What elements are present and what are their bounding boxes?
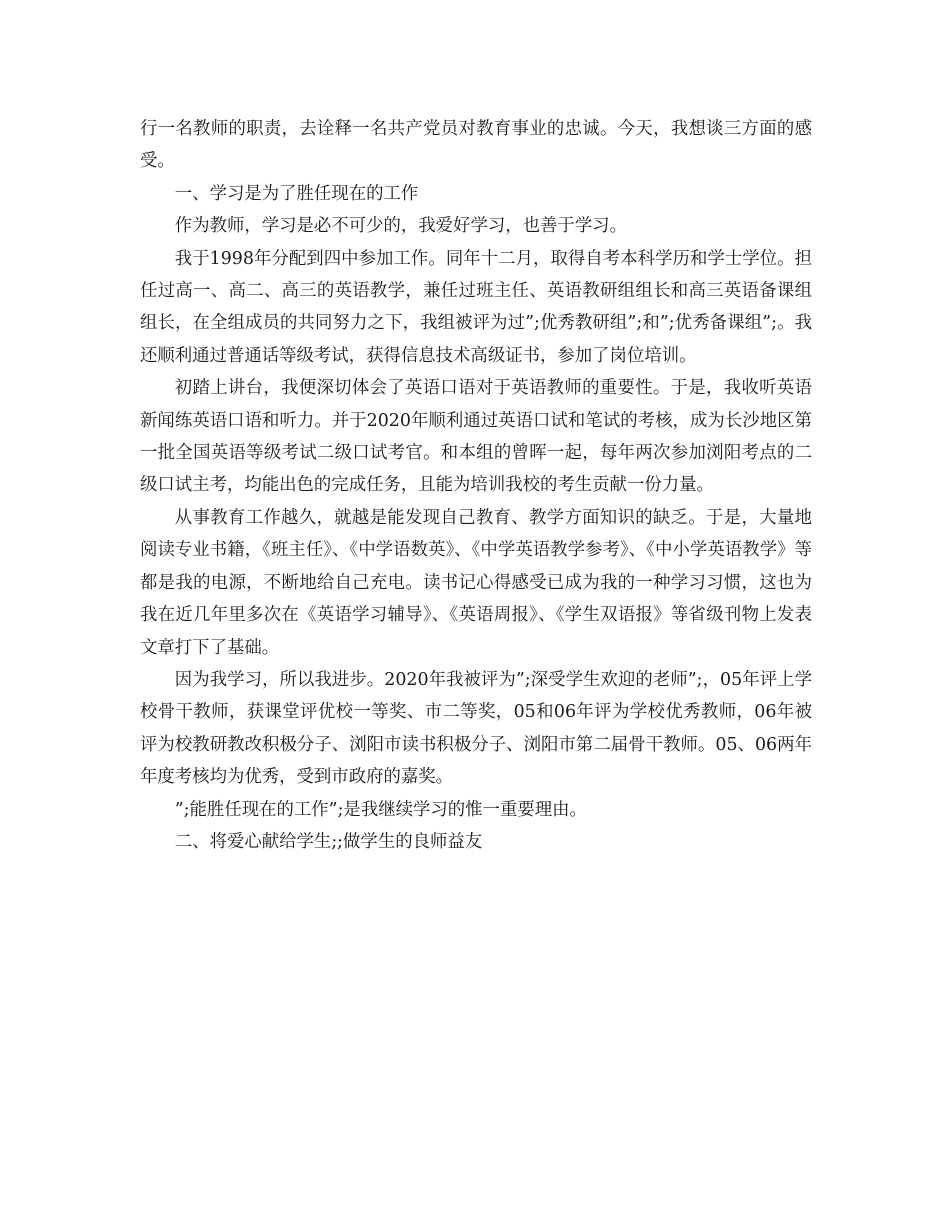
- paragraph: 初踏上讲台，我便深切体会了英语口语对于英语教师的重要性。于是，我收听英语新闻练英语口语和听力。并于2020年顺利通过英语口试和笔试的考核，成为长沙地区第一批全国英语等级考试二级口试考官。和本组的曾晖一起，每年两次参加浏阳考点的二级口试主考，均能出色的完成任务，且能为培训我校的考生贡献一份力量。: [140, 378, 812, 496]
- section-heading-love: 二、将爱心献给学生;;做学生的良师益友: [174, 831, 483, 852]
- paragraph: 从事教育工作越久，就越是能发现自己教育、教学方面知识的缺乏。于是，大量地阅读专业书籍，《班主任》、《中学语数英》、《中学英语教学参考》、《中小学英语教学》等都是我的电源，不断地给自己充电。读书记心得感受已成为我的一种学习习惯，这也为我在近几年里多次在《英语学习辅导》、《英语周报》、《学生双语报》等省级刊物上发表文章打下了基础。: [140, 507, 812, 658]
- paragraph: ”;能胜任现在的工作”;是我继续学习的惟一重要理由。: [174, 799, 587, 820]
- paragraph: 我于1998年分配到四中参加工作。同年十二月，取得自考本科学历和学士学位。担任过高一、高二、高三的英语教学，兼任过班主任、英语教研组组长和高三英语备课组组长，在全组成员的共同努力之下，我组被评为过”;优秀教研组”;和”;优秀备课组”;。我还顺利通过普通话等级考试，获得信息技术高级证书，参加了岗位培训。: [140, 248, 812, 366]
- paragraph: 作为教师，学习是必不可少的，我爱好学习，也善于学习。: [174, 216, 627, 237]
- paragraph: 因为我学习，所以我进步。2020年我被评为”;深受学生欢迎的老师”;，05年评上学校骨干教师，获课堂评优校一等奖、市二等奖，05和06年评为学校优秀教师，06年被评为校教研教改积极分子、浏阳市读书积极分子、浏阳市第二届骨干教师。05、06两年年度考核均为优秀，受到市政府的嘉奖。: [140, 669, 812, 788]
- document-body: [140, 113, 812, 858]
- section-heading-learning: 一、学习是为了胜任现在的工作: [174, 183, 419, 204]
- paragraph-continuation: 行一名教师的职责，去诠释一名共产党员对教育事业的忠诚。今天，我想谈三方面的感受。: [140, 119, 812, 172]
